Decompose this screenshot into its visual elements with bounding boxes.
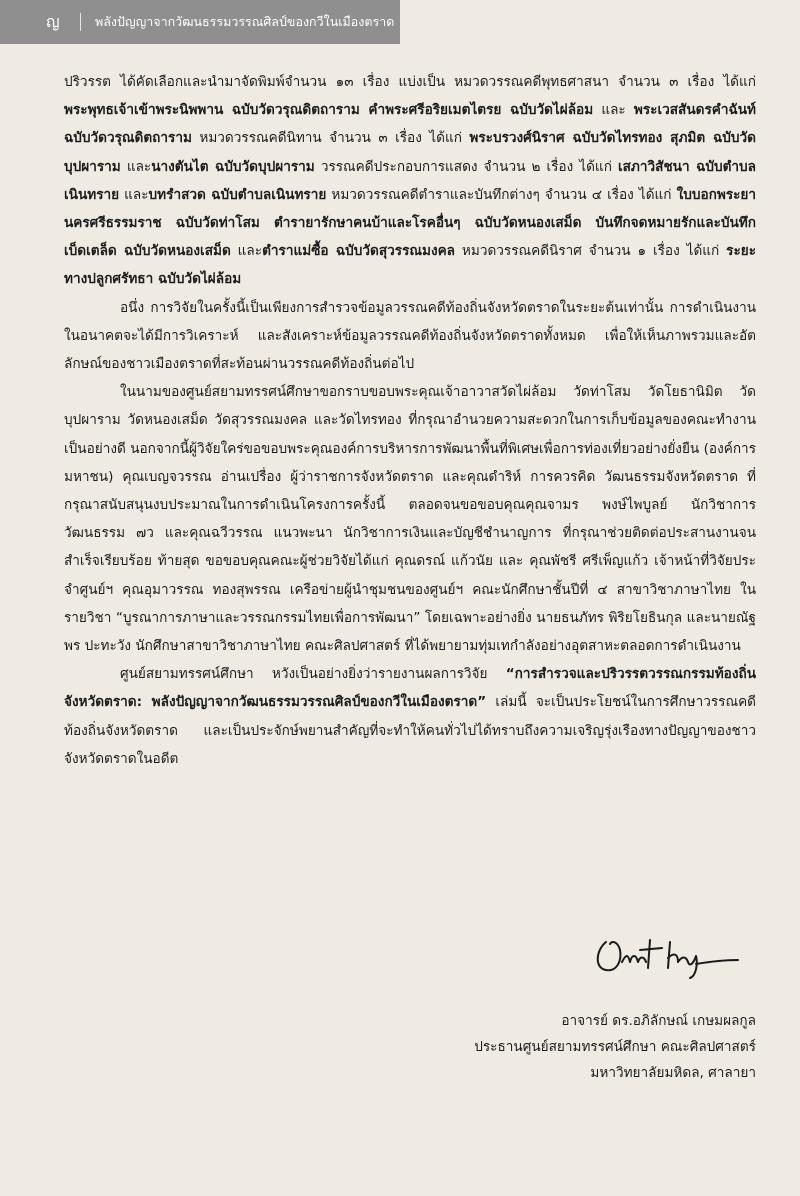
p1-run-1-bold: พระพุทธเจ้าเข้าพระนิพพาน ฉบับวัดวรุณดิตถาราม คำพระศรีอริยเมตไตรย ฉบับวัดไผ่ล้อม bbox=[64, 102, 594, 119]
p1-run-3-bold: พระเวสสันดรคำฉันท์ ฉบับวัดวรุณดิตถาราม bbox=[64, 102, 756, 147]
p1-run-4: หมวดวรรณคดีนิทาน จำนวน ๓ เรื่อง ได้แก่ bbox=[191, 130, 470, 147]
p1-run-8: วรรณคดีประกอบการแสดง จำนวน ๒ เรื่อง ได้แก่ bbox=[314, 158, 618, 175]
p4-run-0: ศูนย์สยามทรรศน์ศึกษา หวังเป็นอย่างยิ่งว่ารายงานผลการวิจัย bbox=[120, 666, 506, 683]
paragraph-1 bbox=[64, 68, 756, 294]
p1-run-17-bold: ระยะทางปลูกศรัทธา ฉบับวัดไผ่ล้อม bbox=[64, 243, 757, 288]
p1-run-13-bold: ใบบอกพระยานครศรีธรรมราช ฉบับวัดท่าโสม ตำรายารักษาคนบ้าและโรคอื่นๆ ฉบับวัดหนองเสม็ด บันทึกจดหมายรักและบันทึกเบ็ดเตล็ด ฉบับวัดหนองเสม็ด bbox=[64, 186, 757, 260]
running-header-title: พลังปัญญาจากวัฒนธรรมวรรณศิลป์ของกวีในเมืองตราด bbox=[95, 14, 395, 29]
p1-run-11-bold: บทรำสวด ฉบับตำบลเนินทราย bbox=[148, 186, 327, 203]
p1-run-16: หมวดวรรณคดีนิราศ จำนวน ๑ เรื่อง ได้แก่ bbox=[455, 243, 727, 260]
p4-run-2: เล่มนี้ จะเป็นประโยชน์ในการศึกษาวรรณคดีท้องถิ่นจังหวัดตราด และเป็นประจักษ์พยานสำคัญที่จะทำให้คนทั่วไปได้ทราบถึงความเจริญรุ่งเรืองทางปัญญาของชาวจังหวัดตราดในอดีต bbox=[64, 694, 756, 767]
handwritten-signature bbox=[592, 932, 742, 982]
body-text bbox=[64, 68, 756, 773]
signer-position: ประธานศูนย์สยามทรรศน์ศึกษา คณะศิลปศาสตร์ bbox=[474, 1039, 756, 1055]
p1-run-6: และ bbox=[120, 158, 152, 175]
p1-run-0: ปริวรรต ได้คัดเลือกและนำมาจัดพิมพ์จำนวน ๑๓ เรื่อง แบ่งเป็น หมวดวรรณคดีพุทธศาสนา จำนวน ๓ เรื่อง ได้แก่ bbox=[64, 74, 756, 90]
header-divider bbox=[80, 13, 81, 31]
running-header bbox=[0, 0, 400, 44]
paragraph-3: ในนามของศูนย์สยามทรรศน์ศึกษาขอกราบขอบพระคุณเจ้าอาวาสวัดไผ่ล้อม วัดท่าโสม วัดโยธานิมิต วัดบุปผาราม วัดหนองเสม็ด วัดสุวรรณมงคล และวัดไทรทอง ที่กรุณาอำนวยความสะดวกในการเก็บข้อมูลของคณะทำงานเป็นอย่างดี นอกจากนี้ผู้วิจัยใคร่ขอขอบพระคุณองค์การบริหารการพัฒนาพื้นที่พิเศษเพื่อการท่องเที่ยวอย่างยั่งยืน (องค์การมหาชน) คุณเบญจวรรณ อ่านเปรื่อง ผู้ว่าราชการจังหวัดตราด และคุณดำริห์ การควรคิด วัฒนธรรมจังหวัดตราด ที่กรุณาสนับสนุนงบประมาณในการดำเนินโครงการครั้งนี้ ตลอดจนขอขอบคุณคุณจามร พงษ์ไพบูลย์ นักวิชาการวัฒนธรรม ๗ว และคุณฉวีวรรณ แนวพะนา นักวิชาการเงินและบัญชีชำนาญการ ที่กรุณาช่วยติดต่อประสานงานจนสำเร็จเรียบร้อย ท้ายสุด ขอขอบคุณคณะผู้ช่วยวิจัยได้แก่ คุณดรณ์ แก้วนัย และ คุณพัชรี ศรีเพ็ญแก้ว เจ้าหน้าที่วิจัยประจำศูนย์ฯ คุณอุมาวรรณ ทองสุพรรณ เครือข่ายผู้นำชุมชนของศูนย์ฯ คณะนักศึกษาชั้นปีที่ ๔ สาขาวิชาภาษาไทย ในรายวิชา “บูรณาการภาษาและวรรณกรรมไทยเพื่อการพัฒนา” โดยเฉพาะอย่างยิ่ง นายธนภัทร พิริยโยธินกุล และนายณัฐพร ปะทะวัง นักศึกษาสาขาวิชาภาษาไทย คณะศิลปศาสตร์ ที่ได้พยายามทุ่มเทกำลังอย่างอุตสาหะตลอดการดำเนินงาน bbox=[64, 384, 756, 655]
p1-run-5-bold: พระบรวงศ์นิราศ ฉบับวัดไทรทอง สุภมิต ฉบับวัดบุปผาราม bbox=[64, 130, 757, 175]
signature-block bbox=[474, 1008, 756, 1086]
page-number: ญ bbox=[46, 11, 60, 31]
p1-run-2: และ bbox=[593, 102, 634, 119]
p1-run-15-bold: ตำราแม่ซื้อ ฉบับวัดสุวรรณมงคล bbox=[262, 243, 456, 260]
p4-run-1-bold: “การสำรวจและปริวรรตวรรณกรรมท้องถิ่นจังหวัดตราด: พลังปัญญาจากวัฒนธรรมวรรณศิลป์ของกวีในเมืองตราด” bbox=[64, 666, 756, 711]
p1-run-12: หมวดวรรณคดีตำราและบันทึกต่างๆ จำนวน ๔ เรื่อง ได้แก่ bbox=[326, 186, 677, 203]
p1-run-9-bold: เสภาวิสัชนา ฉบับตำบลเนินทราย bbox=[64, 158, 757, 203]
p1-run-10: และ bbox=[119, 186, 149, 203]
signer-name: อาจารย์ ดร.อภิลักษณ์ เกษมผลกูล bbox=[561, 1013, 756, 1029]
paragraph-4 bbox=[64, 660, 756, 773]
paragraph-2: อนึ่ง การวิจัยในครั้งนี้เป็นเพียงการสำรวจข้อมูลวรรณคดีท้องถิ่นจังหวัดตราดในระยะต้นเท่านั้น การดำเนินงานในอนาคตจะได้มีการวิเคราะห์ และสังเคราะห์ข้อมูลวรรณคดีท้องถิ่นจังหวัดตราดทั้งหมด เพื่อให้เห็นภาพรวมและอัตลักษณ์ของชาวเมืองตราดที่สะท้อนผ่านวรรณคดีท้องถิ่นต่อไป bbox=[64, 299, 756, 373]
p1-run-7-bold: นางตันไต ฉบับวัดบุปผาราม bbox=[151, 158, 315, 175]
signer-university: มหาวิทยาลัยมหิดล, ศาลายา bbox=[590, 1065, 756, 1081]
p1-run-14: และ bbox=[230, 243, 263, 260]
